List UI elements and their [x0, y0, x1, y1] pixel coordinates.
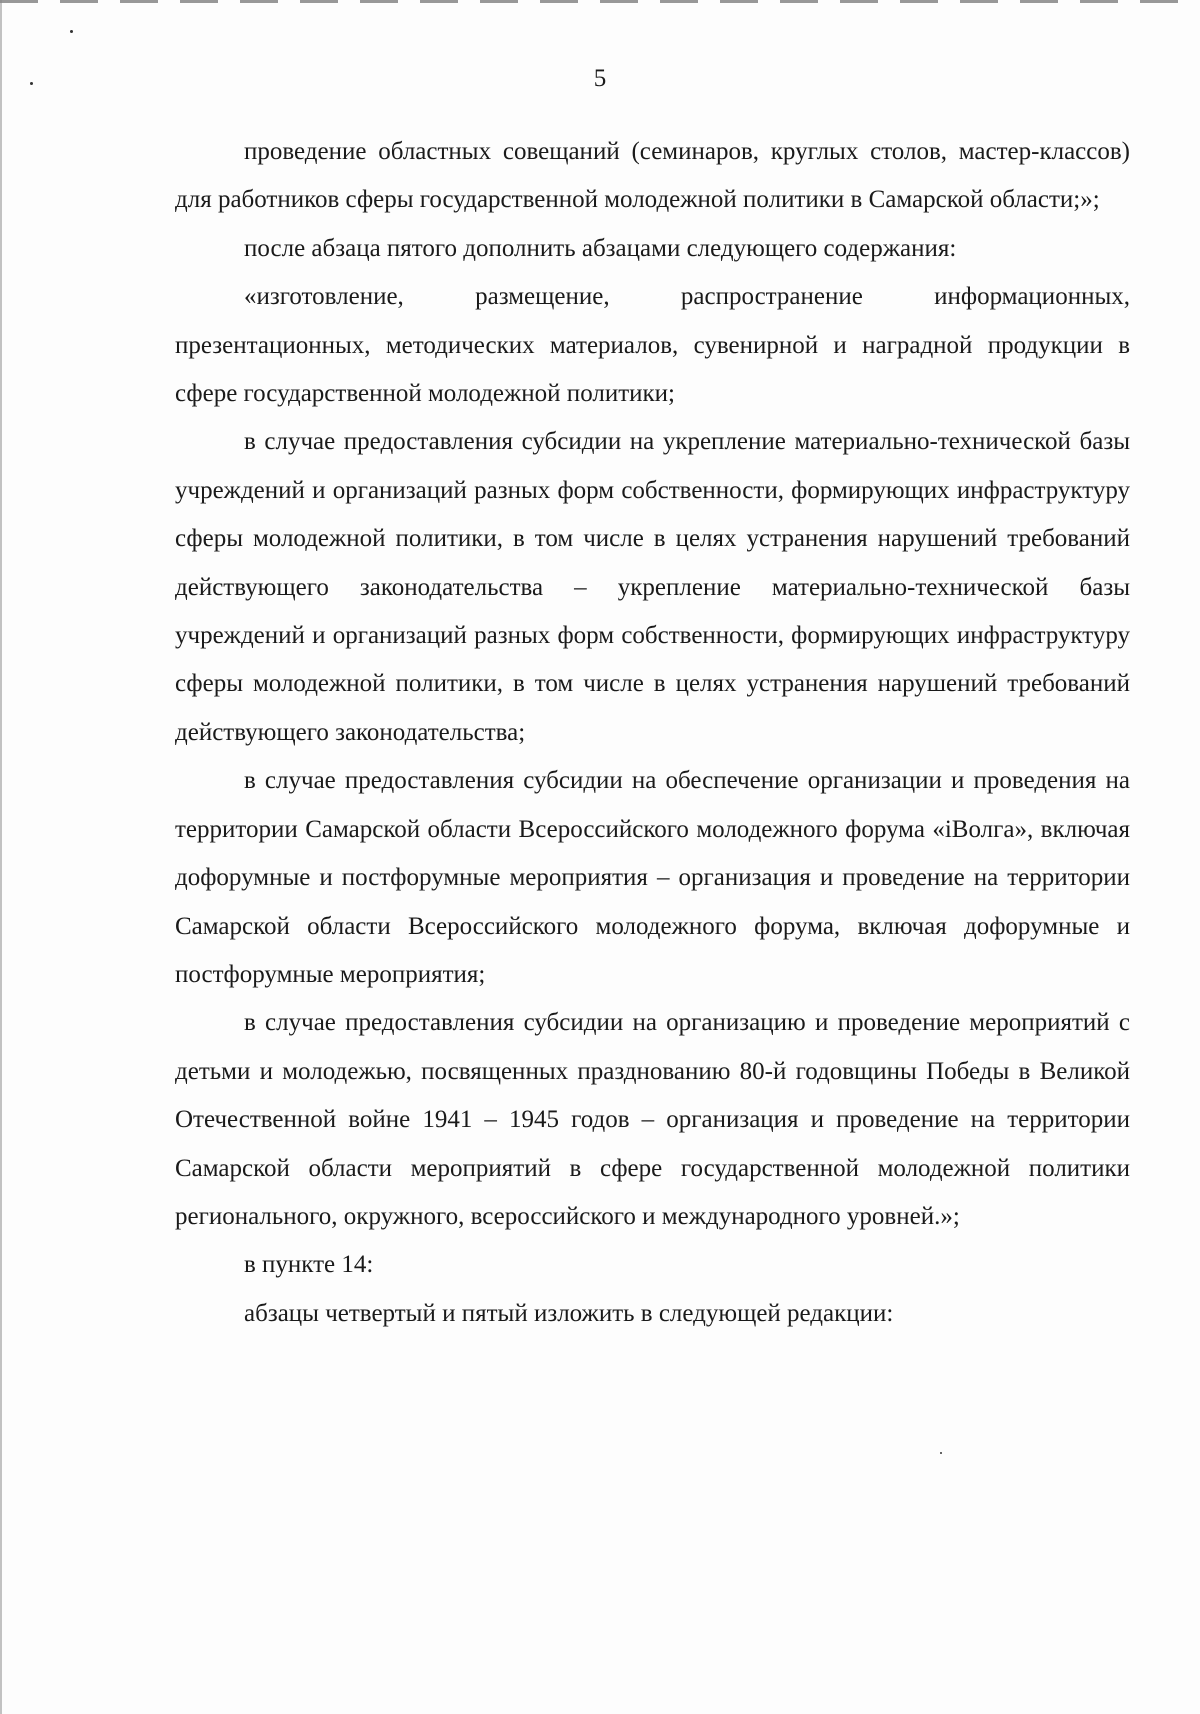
paragraph-new-wording: абзацы четвертый и пятый изложить в следующей редакции: — [244, 1299, 894, 1327]
paragraph-ivolga-forum: в случае предоставления субсидии на обеспечение организации и проведения на территории Самарской области Всероссийского молодежного форума «iВолга», включая дофорумные и постфорумные мероприятия – организация и проведение на территории Самарской области Всероссийского молодежного форума, включая дофорумные и постфорумные мероприятия; — [175, 767, 1130, 988]
paragraph-materials: «изготовление, размещение, распространение информационных, презентационных, методических материалов, сувенирной и наградной продукции в сфере государственной молодежной политики; — [175, 283, 1130, 408]
paragraph-material-base: в случае предоставления субсидии на укрепление материально-технической базы учреждений и организаций разных форм собственности, формирующих инфраструктуру сферы молодежной политики, в том числе в целях устранения нарушений требований действующего законодательства – укрепление материально-технической базы учреждений и организаций разных форм собственности, формирующих инфраструктуру сферы молодежной политики, в том числе в целях устранения нарушений требований действующего законодательства; — [175, 428, 1130, 746]
scan-speck — [70, 30, 73, 33]
paragraph-victory-anniversary: в случае предоставления субсидии на организацию и проведение мероприятий с детьми и молодежью, посвященных празднованию 80-й годовщины Победы в Великой Отечественной войне 1941 – 1945 годов – организация и проведение на территории Самарской области мероприятий в сфере государственной молодежной политики регионального, окружного, всероссийского и международного уровней.»; — [175, 1009, 1130, 1230]
scan-speck — [940, 1452, 942, 1454]
document-body — [175, 128, 1130, 1338]
paragraph-seminars: проведение областных совещаний (семинаров, круглых столов, мастер-классов) для работников сферы государственной молодежной политики в Самарской области;»; — [175, 138, 1130, 214]
paragraph-add-after-fifth: после абзаца пятого дополнить абзацами следующего содержания: — [244, 234, 957, 262]
paragraph-point-14: в пункте 14: — [244, 1251, 374, 1279]
scan-left-edge — [0, 0, 2, 1714]
scan-top-edge — [0, 0, 1200, 3]
page-number: 5 — [593, 65, 607, 92]
